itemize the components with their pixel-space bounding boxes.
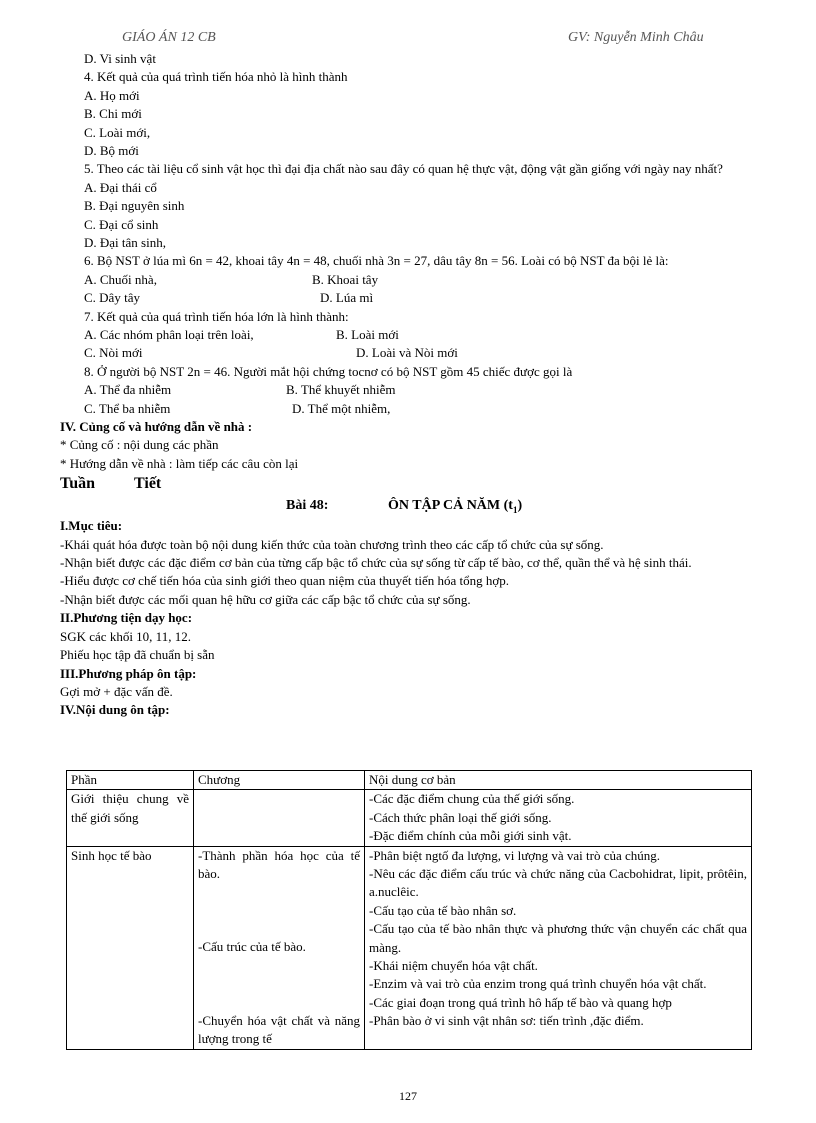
cell-chuong: -Thành phần hóa học của tế bào. -Cấu trúc của tế bào. -Chuyển hóa vật chất và năng lượng trong tế	[194, 846, 365, 1049]
quiz-q6-option-c: C. Dây tây	[84, 290, 140, 306]
week-label: Tuần	[60, 475, 95, 493]
quiz-q8-row2	[60, 400, 778, 418]
section4-line2: * Hướng dẫn về nhà : làm tiếp các câu còn lại	[60, 455, 299, 471]
cell-phan: Giới thiệu chung về thế giới sống	[67, 790, 194, 846]
quiz-q5-option-b: B. Đại nguyên sinh	[84, 198, 185, 214]
section4-line1: * Củng cố : nội dung các phần	[60, 437, 219, 453]
quiz-q8-option-c: C. Thể ba nhiễm	[84, 400, 171, 416]
quiz-q4-question: 4. Kết quả của quá trình tiến hóa nhỏ là hình thành	[84, 69, 348, 85]
week-line	[60, 473, 778, 495]
quiz-q6-row2	[60, 289, 778, 307]
table-row	[67, 790, 752, 846]
cell-chuong	[194, 790, 365, 846]
quiz-q3-option-d: D. Vi sinh vật	[84, 51, 156, 66]
page-number: 127	[399, 1089, 417, 1103]
quiz-q7-question: 7. Kết quả của quá trình tiến hóa lớn là hình thành:	[84, 308, 349, 324]
quiz-q8-option-b: B. Thể khuyết nhiễm	[286, 382, 396, 398]
quiz-q5-option-c: C. Đại cổ sinh	[84, 216, 159, 232]
quiz-q4-option-b: B. Chi mới	[84, 106, 142, 122]
quiz-q7-row2	[60, 344, 778, 362]
cell-noidung: -Phân biệt ngtố đa lượng, vi lượng và vai trò của chúng. -Nêu các đặc điểm cấu trúc và chức năng của Cacbohidrat, lipit, prôtêin, a.nuclêic. -Cấu tạo của tế bào nhân sơ. -Cấu tạo của tế bào nhân thực và phương thức vận chuyển các chất qua màng. -Khái niệm chuyển hóa vật chất. -Enzim và vai trò của enzim trong quá trình chuyển hóa vật chất. -Các giai đoạn trong quá trình hô hấp tế bào và quang hợp -Phân bào ở vi sinh vật nhân sơ: tiến trình ,đặc điểm.	[365, 846, 752, 1049]
section4-heading: IV. Củng cố và hướng dẫn về nhà :	[60, 419, 253, 435]
objective-item: -Nhận biết được các mối quan hệ hữu cơ giữa các cấp bậc tổ chức của sự sống.	[60, 591, 471, 607]
quiz-q4-option-a: A. Họ mới	[84, 87, 140, 103]
quiz-q7-row1	[60, 326, 778, 344]
quiz-q6-option-d: D. Lúa mì	[320, 290, 374, 306]
quiz-q7-option-a: A. Các nhóm phân loại trên loài,	[84, 327, 254, 343]
header-left: GIÁO ÁN 12 CB	[122, 30, 216, 45]
col-header-chuong: Chương	[194, 771, 365, 790]
quiz-block	[60, 50, 778, 720]
quiz-q6-option-b: B. Khoai tây	[312, 271, 379, 287]
quiz-q6-question: 6. Bộ NST ở lúa mì 6n = 42, khoai tây 4n = 48, chuối nhà 3n = 27, dâu tây 8n = 56. Loài có bộ NST đa bội lẻ là:	[84, 253, 669, 269]
cell-noidung: -Các đặc điểm chung của thế giới sống. -Cách thức phân loại thế giới sống. -Đặc điểm chính của mỗi giới sinh vật.	[365, 790, 752, 846]
quiz-q5-option-a: A. Đại thái cổ	[84, 179, 157, 195]
col-header-noidung: Nội dung cơ bản	[365, 771, 752, 790]
quiz-q5-question: 5. Theo các tài liệu cổ sinh vật học thì đại địa chất nào sau đây có quan hệ thực vật, động vật gần giống với ngày nay nhất?	[84, 161, 723, 177]
objective-item: -Khái quát hóa được toàn bộ nội dung kiến thức của toàn chương trình theo các cấp tổ chức của sự sống.	[60, 536, 604, 552]
quiz-q7-option-b: B. Loài mới	[336, 327, 399, 343]
objective-item: -Nhận biết được các đặc điểm cơ bản của từng cấp bậc tổ chức của sự sống từ cấp tế bào, cơ thể, quần thể và hệ sinh thái.	[60, 555, 692, 571]
header-right: GV: Nguyễn Minh Châu	[568, 30, 704, 45]
quiz-q8-option-a: A. Thể đa nhiễm	[84, 382, 172, 398]
lesson-number: Bài 48:	[286, 498, 329, 514]
review-content-table	[66, 770, 752, 1050]
objective-item: -Hiểu được cơ chế tiến hóa của sinh giới theo quan niệm của thuyết tiến hóa tổng hợp.	[60, 573, 509, 589]
lesson-title-line	[60, 495, 778, 517]
table-header-row	[67, 771, 752, 790]
means-heading: II.Phương tiện dạy học:	[60, 610, 193, 626]
quiz-q6-option-a: A. Chuối nhà,	[84, 271, 157, 287]
quiz-q6-row1	[60, 271, 778, 289]
method-heading: III.Phương pháp ôn tập:	[60, 665, 197, 681]
table-row	[67, 846, 752, 1049]
means-line2: Phiếu học tập đã chuẩn bị sẵn	[60, 647, 215, 663]
quiz-q8-row1	[60, 381, 778, 399]
lesson-title: ÔN TẬP CẢ NĂM $(t_1)$	[388, 498, 523, 516]
col-header-phan: Phần	[67, 771, 194, 790]
means-line1: SGK các khối 10, 11, 12.	[60, 628, 191, 644]
cell-phan: Sinh học tế bào	[67, 846, 194, 1049]
quiz-q7-option-d: D. Loài và Nòi mới	[356, 345, 458, 361]
quiz-q5-option-d: D. Đại tân sinh,	[84, 235, 166, 251]
quiz-q8-option-d: D. Thể một nhiễm,	[292, 400, 391, 416]
quiz-q4-option-c: C. Loài mới,	[84, 124, 151, 140]
quiz-q7-option-c: C. Nòi mới	[84, 345, 143, 361]
quiz-q8-question: 8. Ở người bộ NST 2n = 46. Người mắt hội chứng tocnơ có bộ NST gồm 45 chiếc được gọi là	[84, 363, 573, 379]
content-heading: IV.Nội dung ôn tập:	[60, 702, 170, 718]
method-line1: Gợi mở + đặc vấn đề.	[60, 683, 173, 699]
quiz-q4-option-d: D. Bộ mới	[84, 143, 139, 159]
period-label: Tiết	[134, 475, 162, 493]
objectives-heading: I.Mục tiêu:	[60, 518, 123, 534]
